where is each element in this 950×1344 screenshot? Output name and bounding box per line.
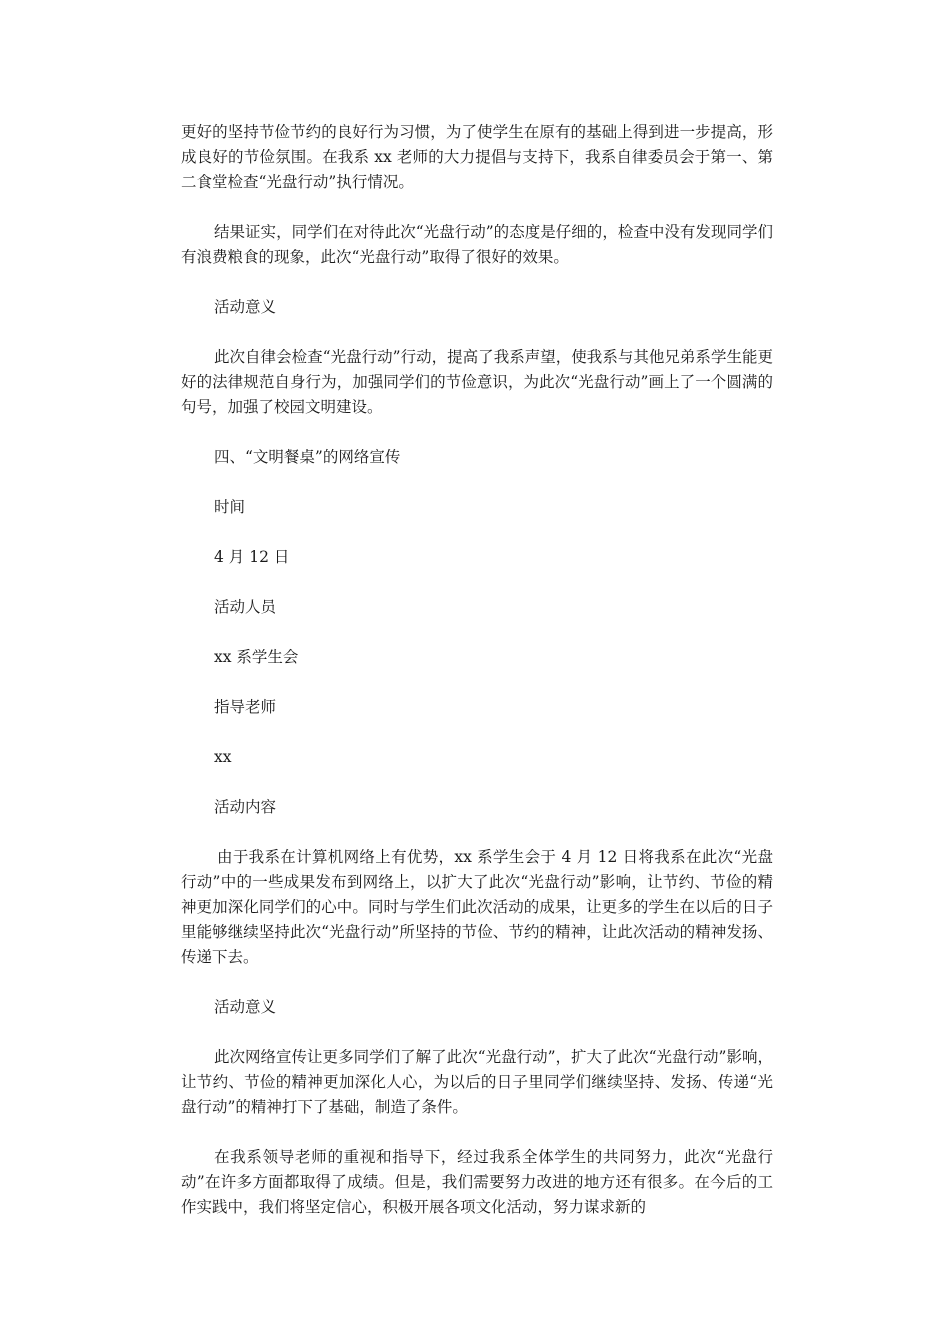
label-time: 时间	[214, 498, 246, 516]
value-date: 4 月 12 日	[214, 548, 290, 566]
paragraph-intro-continuation: 更好的坚持节俭节约的良好行为习惯，为了使学生在原有的基础上得到进一步提高，形成良好的节俭氛围。在我系 xx 老师的大力提倡与支持下，我系自律委员会于第一、第二食堂检查“光盘行动”执行情况。	[181, 123, 773, 191]
value-participants: xx 系学生会	[214, 648, 299, 666]
paragraph-significance-inspection: 此次自律会检查“光盘行动”行动，提高了我系声望，使我系与其他兄弟系学生能更好的法律规范自身行为，加强同学们的节俭意识，为此次“光盘行动”画上了一个圆满的句号，加强了校园文明建设。	[181, 348, 773, 416]
label-participants: 活动人员	[214, 598, 277, 616]
paragraph-conclusion: 在我系领导老师的重视和指导下，经过我系全体学生的共同努力，此次“光盘行动”在许多方面都取得了成绩。但是，我们需要努力改进的地方还有很多。在今后的工作实践中，我们将坚定信心，积极开展各项文化活动，努力谋求新的	[181, 1148, 773, 1216]
label-advisor: 指导老师	[214, 698, 277, 716]
value-advisor: xx	[214, 748, 232, 766]
heading-activity-significance: 活动意义	[214, 298, 277, 316]
heading-activity-significance-2: 活动意义	[214, 998, 277, 1016]
paragraph-significance-network: 此次网络宣传让更多同学们了解了此次“光盘行动”，扩大了此次“光盘行动”影响，让节约、节俭的精神更加深化人心，为以后的日子里同学们继续坚持、发扬、传递“光盘行动”的精神打下了基础，制造了条件。	[181, 1048, 773, 1116]
paragraph-activity-content: 由于我系在计算机网络上有优势，xx 系学生会于 4 月 12 日将我系在此次“光盘行动”中的一些成果发布到网络上，以扩大了此次“光盘行动”影响，让节约、节俭的精神更加深化同学们的心中。同时与学生们此次活动的成果，让更多的学生在以后的日子里能够继续坚持此次“光盘行动”所坚持的节俭、节约的精神，让此次活动的精神发扬、传递下去。	[181, 848, 773, 966]
document-page	[181, 120, 773, 1220]
label-activity-content: 活动内容	[214, 798, 277, 816]
paragraph-results: 结果证实，同学们在对待此次“光盘行动”的态度是仔细的，检查中没有发现同学们有浪费粮食的现象，此次“光盘行动”取得了很好的效果。	[181, 223, 773, 266]
section-heading-network-promotion: 四、“文明餐桌”的网络宣传	[214, 448, 401, 466]
